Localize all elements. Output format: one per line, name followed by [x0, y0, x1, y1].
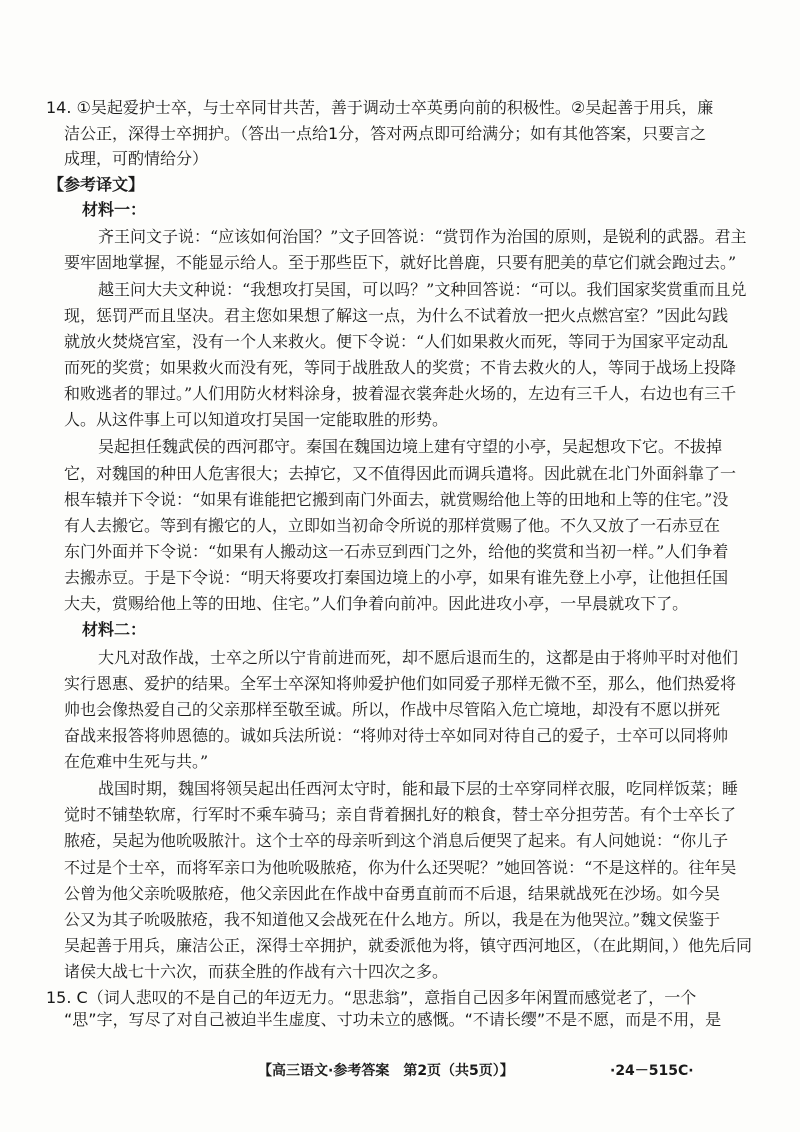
material1-line: 根车辕并下令说：“如果有谁能把它搬到南门外面去，就赏赐给他上等的田地和上等的住宅。”没	[64, 490, 729, 509]
material1-line: 去搬赤豆。于是下令说：“明天将要攻打秦国边境上的小亭，如果有谁先登上小亭，让他担任国	[64, 568, 729, 587]
page-footer-code: ·24－515C·	[610, 1063, 694, 1079]
material1-line: 人。从这件事上可以知道攻打吴国一定能取胜的形势。	[64, 410, 449, 429]
material1-line: 东门外面并下令说：“如果有人搬动这一石赤豆到西门之外，给他的奖赏和当初一样。”人们争着	[64, 542, 729, 561]
material2-line: 诸侯大战七十六次，而获全胜的作战有六十四次之多。	[64, 962, 449, 981]
material2-line: 公又为其子吮吸脓疮，我不知道他又会战死在什么地方。所以，我是在为他哭泣。”魏文侯鉴于	[64, 910, 721, 929]
material1-line: 越王问大夫文种说：“我想攻打吴国，可以吗？”文种回答说：“可以。我们国家奖赏重而且兑	[98, 280, 747, 299]
translation-heading: 【参考译文】	[48, 175, 145, 194]
q15-line-1: 15. C（词人悲叹的不是自己的年迈无力。“思悲翁”，意指自己因多年闲置而感觉老了，一个	[46, 988, 697, 1007]
material2-line: 帅也会像热爱自己的父亲那样至敬至诚。所以，作战中尽管陷入危亡境地，却没有不愿以拼死	[64, 700, 721, 719]
material1-line: 而死的奖赏；如果救火而没有死，等同于战胜敌人的奖赏；不肯去救火的人，等同于战场上投降	[64, 358, 737, 377]
material1-heading: 材料一：	[82, 200, 147, 219]
material2-line: 奋战来报答将帅恩德的。诚如兵法所说：“将帅对待士卒如同对待自己的爱子，士卒可以同将帅	[64, 726, 729, 745]
material1-line: 就放火焚烧宫室，没有一个人来救火。便下令说：“人们如果救火而死，等同于为国家平定动乱	[64, 332, 729, 351]
material2-line: 战国时期，魏国将领吴起出任西河太守时，能和最下层的士卒穿同样衣服，吃同样饭菜；睡	[98, 779, 739, 798]
material2-line: 公曾为他父亲吮吸脓疮，他父亲因此在作战中奋勇直前而不后退，结果就战死在沙场。如今吴	[64, 884, 721, 903]
material2-line: 在危难中生死与共。”	[64, 752, 209, 771]
material1-line: 它，对魏国的种田人危害很大；去掉它，又不值得因此而调兵遣将。因此就在北门外面斜靠了一	[64, 464, 737, 483]
material2-line: 吴起善于用兵，廉洁公正，深得士卒拥护，就委派他为将，镇守西河地区，（在此期间，）他先后同	[64, 936, 753, 955]
material1-line: 有人去搬它。等到有搬它的人，立即如当初命令所说的那样赏赐了他。不久又放了一石赤豆在	[64, 516, 721, 535]
material2-line: 脓疮，吴起为他吮吸脓汁。这个士卒的母亲听到这个消息后便哭了起来。有人问她说：“你儿子	[64, 831, 729, 850]
q15-line-2: “思”字，写尽了对自己被迫半生虚度、寸功未立的感慨。“不请长缨”不是不愿，而是不用，是	[64, 1010, 722, 1029]
material1-line: 齐王问文子说：“应该如何治国？”文子回答说：“赏罚作为治国的原则，是锐利的武器。君主	[98, 227, 747, 246]
material2-line: 不过是个士卒，而将军亲口为他吮吸脓疮，你为什么还哭呢？”她回答说：“不是这样的。往年吴	[64, 858, 737, 877]
page-footer-title: 【高三语文·参考答案 第2页（共5页）】	[258, 1063, 514, 1079]
q14-line-2: 洁公正，深得士卒拥护。（答出一点给1分，答对两点即可给满分；如有其他答案，只要言之	[64, 124, 707, 143]
material2-heading: 材料二：	[82, 620, 147, 639]
material2-line: 实行恩惠、爱护的结果。全军士卒深知将帅爱护他们如同爱子那样无微不至，那么，他们热爱将	[64, 674, 737, 693]
material1-line: 大夫，赏赐给他上等的田地、住宅。”人们争着向前冲。因此进攻小亭，一早晨就攻下了。	[64, 594, 689, 613]
material1-line: 要牢固地掌握，不能显示给人。至于那些臣下，就好比兽鹿，只要有肥美的草它们就会跑过去。”	[64, 253, 737, 272]
q14-line-1: 14. ①吴起爱护士卒，与士卒同甘共苦，善于调动士卒英勇向前的积极性。②吴起善于用兵，廉	[46, 98, 714, 117]
material1-line: 吴起担任魏武侯的西河郡守。秦国在魏国边境上建有守望的小亭，吴起想攻下它。不拔掉	[98, 437, 723, 456]
material1-line: 现，惩罚严而且坚决。君主您如果想了解这一点，为什么不试着放一把火点燃宫室？”因此勾践	[64, 306, 729, 325]
material2-line: 大凡对敌作战，士卒之所以宁肯前进而死，却不愿后退而生的，这都是由于将帅平时对他们	[98, 648, 739, 667]
material1-line: 和败逃者的罪过。”人们用防火材料涂身，披着湿衣裳奔赴火场的，左边有三千人，右边也有三千	[64, 384, 737, 403]
material2-line: 觉时不铺垫软席，行军时不乘车骑马；亲自背着捆扎好的粮食，替士卒分担劳苦。有个士卒长了	[64, 805, 737, 824]
q14-line-3: 成理，可酌情给分）	[64, 149, 209, 168]
